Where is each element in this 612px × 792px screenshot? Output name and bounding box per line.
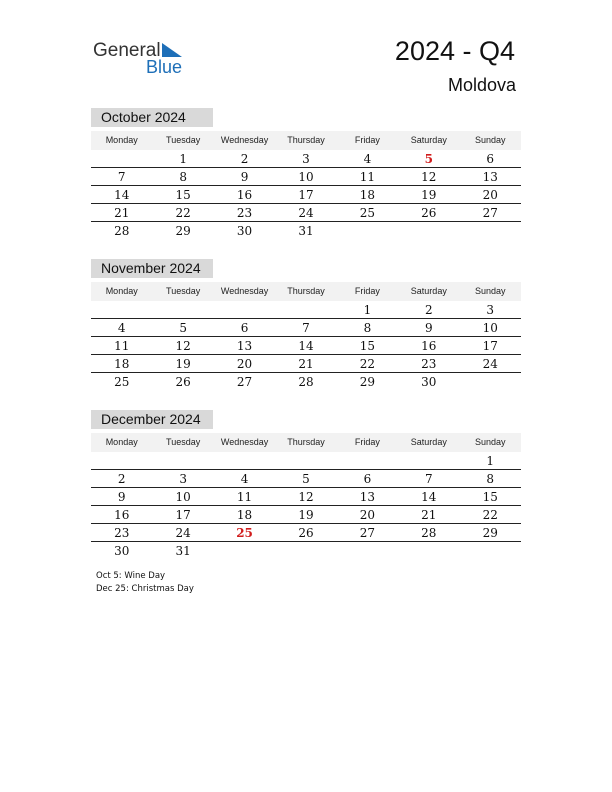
day-cell: 16 (114, 508, 130, 522)
day-cell: 19 (298, 508, 314, 522)
week-row (91, 542, 521, 559)
weeks (91, 452, 521, 559)
week-row (91, 301, 521, 319)
day-cell: 5 (302, 472, 310, 486)
month-calendar-december (91, 410, 521, 559)
day-cell: 15 (482, 490, 498, 504)
day-cell: 9 (425, 321, 433, 335)
day-cell: 30 (421, 375, 437, 389)
holiday-list (96, 570, 194, 596)
day-cell (214, 542, 275, 559)
weekday-header (91, 282, 521, 301)
week-row (91, 150, 521, 168)
logo-text-general: General (93, 40, 161, 61)
day-cell: 9 (240, 170, 249, 184)
week-row (91, 452, 521, 470)
day-cell: 13 (359, 490, 376, 504)
day-cell: 1 (486, 454, 495, 468)
day-cell: 13 (482, 170, 498, 184)
day-cell (91, 452, 152, 469)
day-cell: 30 (114, 544, 130, 558)
day-cell: 21 (421, 508, 437, 522)
day-cell: 19 (421, 188, 437, 202)
day-cell: 11 (359, 170, 376, 184)
day-cell: 29 (359, 375, 376, 389)
day-cell (91, 150, 152, 167)
day-cell: 17 (298, 188, 314, 202)
day-cell (398, 542, 459, 559)
day-cell: 1 (179, 152, 187, 166)
weekday-label: Saturday (410, 135, 447, 145)
week-row (91, 506, 521, 524)
day-cell: 7 (425, 472, 433, 486)
day-cell: 10 (298, 170, 314, 184)
day-cell (214, 301, 275, 318)
day-cell: 23 (421, 357, 437, 371)
weekday-label: Wednesday (220, 286, 269, 296)
day-cell: 7 (117, 170, 126, 184)
day-cell: 10 (175, 490, 191, 504)
weekday-label: Monday (105, 286, 138, 296)
day-cell (460, 373, 521, 390)
month-calendar-november (91, 259, 521, 390)
weekday-label: Sunday (474, 135, 506, 145)
weekday-label: Friday (354, 437, 380, 447)
month-title: October 2024 (91, 108, 213, 127)
day-cell: 4 (117, 321, 126, 335)
day-cell: 3 (486, 303, 495, 317)
day-cell (337, 452, 398, 469)
weekday-label: Monday (105, 437, 138, 447)
holiday-item: Oct 5: Wine Day (96, 571, 166, 581)
week-row (91, 488, 521, 506)
day-cell: 6 (486, 152, 495, 166)
day-cell (275, 452, 336, 469)
day-cell: 22 (359, 357, 376, 371)
day-cell: 8 (486, 472, 495, 486)
page-title: 2024 - Q4 (394, 36, 515, 66)
day-cell: 28 (421, 526, 437, 540)
day-cell: 18 (114, 357, 130, 371)
day-cell: 7 (302, 321, 310, 335)
holiday-item: Dec 25: Christmas Day (96, 584, 194, 594)
day-cell (460, 222, 521, 239)
month-title: November 2024 (91, 259, 213, 278)
day-cell (337, 222, 398, 239)
week-row (91, 319, 521, 337)
weekday-label: Sunday (474, 437, 506, 447)
country-name: Moldova (447, 75, 516, 95)
day-cell: 31 (175, 544, 191, 558)
day-cell: 25 (359, 206, 376, 220)
weekday-label: Tuesday (166, 135, 201, 145)
day-cell: 4 (363, 152, 372, 166)
day-cell: 1 (363, 303, 372, 317)
day-cell: 26 (421, 206, 437, 220)
weekday-label: Tuesday (166, 286, 201, 296)
day-cell: 14 (298, 339, 314, 353)
day-cell: 2 (240, 152, 249, 166)
weekday-label: Sunday (474, 286, 506, 296)
weekday-label: Monday (105, 135, 138, 145)
day-cell: 27 (236, 375, 253, 389)
week-row (91, 470, 521, 488)
day-cell: 22 (175, 206, 191, 220)
weekday-label: Friday (354, 135, 380, 145)
day-cell: 15 (175, 188, 191, 202)
day-cell: 27 (482, 206, 498, 220)
day-cell: 2 (425, 303, 433, 317)
day-cell: 22 (482, 508, 498, 522)
weekday-header (91, 131, 521, 150)
weekday-header (91, 433, 521, 452)
week-row (91, 222, 521, 239)
day-cell: 3 (302, 152, 310, 166)
day-cell: 10 (482, 321, 498, 335)
day-cell: 24 (298, 206, 314, 220)
day-cell: 31 (298, 224, 314, 238)
day-cell: 16 (236, 188, 253, 202)
day-cell: 18 (236, 508, 253, 522)
day-cell: 18 (359, 188, 376, 202)
day-cell (152, 452, 213, 469)
week-row (91, 355, 521, 373)
weeks (91, 150, 521, 239)
weeks (91, 301, 521, 390)
day-cell: 19 (175, 357, 191, 371)
week-row (91, 337, 521, 355)
day-cell (91, 301, 152, 318)
day-cell: 25 (114, 375, 130, 389)
week-row (91, 524, 521, 542)
month-calendar-october (91, 108, 521, 239)
weekday-label: Wednesday (220, 437, 269, 447)
day-cell: 15 (359, 339, 376, 353)
day-cell: 14 (421, 490, 437, 504)
day-cell: 12 (298, 490, 314, 504)
day-cell: 17 (482, 339, 498, 353)
day-cell: 8 (179, 170, 187, 184)
day-cell: 5 (179, 321, 187, 335)
week-row (91, 373, 521, 390)
month-title: December 2024 (91, 410, 213, 429)
day-cell: 20 (236, 357, 253, 371)
day-cell: 29 (482, 526, 498, 540)
week-row (91, 168, 521, 186)
day-cell (398, 222, 459, 239)
day-cell: 16 (421, 339, 437, 353)
day-cell: 26 (175, 375, 191, 389)
day-cell (337, 542, 398, 559)
weekday-label: Thursday (287, 286, 325, 296)
day-cell: 23 (236, 206, 253, 220)
logo-text-blue: Blue (146, 57, 183, 77)
day-cell: 12 (421, 170, 437, 184)
day-cell: 14 (114, 188, 130, 202)
day-cell: 21 (298, 357, 314, 371)
weekday-label: Wednesday (220, 135, 269, 145)
brand-logo (93, 40, 193, 80)
day-cell: 9 (117, 490, 126, 504)
day-cell: 29 (175, 224, 191, 238)
holiday-day-cell: 25 (236, 526, 253, 540)
day-cell: 13 (236, 339, 253, 353)
day-cell: 24 (482, 357, 498, 371)
weekday-label: Thursday (287, 135, 325, 145)
day-cell (214, 452, 275, 469)
day-cell (398, 452, 459, 469)
day-cell: 28 (114, 224, 130, 238)
day-cell: 3 (179, 472, 187, 486)
day-cell: 26 (298, 526, 314, 540)
weekday-label: Friday (354, 286, 380, 296)
weekday-label: Thursday (287, 437, 325, 447)
day-cell: 4 (240, 472, 249, 486)
week-row (91, 204, 521, 222)
week-row (91, 186, 521, 204)
weekday-label: Saturday (410, 286, 447, 296)
day-cell: 17 (175, 508, 191, 522)
day-cell (275, 542, 336, 559)
day-cell: 12 (175, 339, 191, 353)
day-cell (275, 301, 336, 318)
day-cell: 6 (363, 472, 372, 486)
day-cell: 11 (236, 490, 253, 504)
weekday-label: Tuesday (166, 437, 201, 447)
day-cell: 2 (117, 472, 126, 486)
day-cell: 20 (359, 508, 376, 522)
day-cell (460, 542, 521, 559)
day-cell: 21 (114, 206, 130, 220)
day-cell: 6 (240, 321, 249, 335)
day-cell: 28 (298, 375, 314, 389)
day-cell (152, 301, 213, 318)
day-cell: 27 (359, 526, 376, 540)
day-cell: 8 (363, 321, 372, 335)
day-cell: 23 (114, 526, 130, 540)
day-cell: 20 (482, 188, 498, 202)
holiday-day-cell: 5 (424, 152, 433, 166)
day-cell: 24 (175, 526, 191, 540)
day-cell: 30 (236, 224, 253, 238)
weekday-label: Saturday (410, 437, 447, 447)
day-cell: 11 (114, 339, 130, 353)
